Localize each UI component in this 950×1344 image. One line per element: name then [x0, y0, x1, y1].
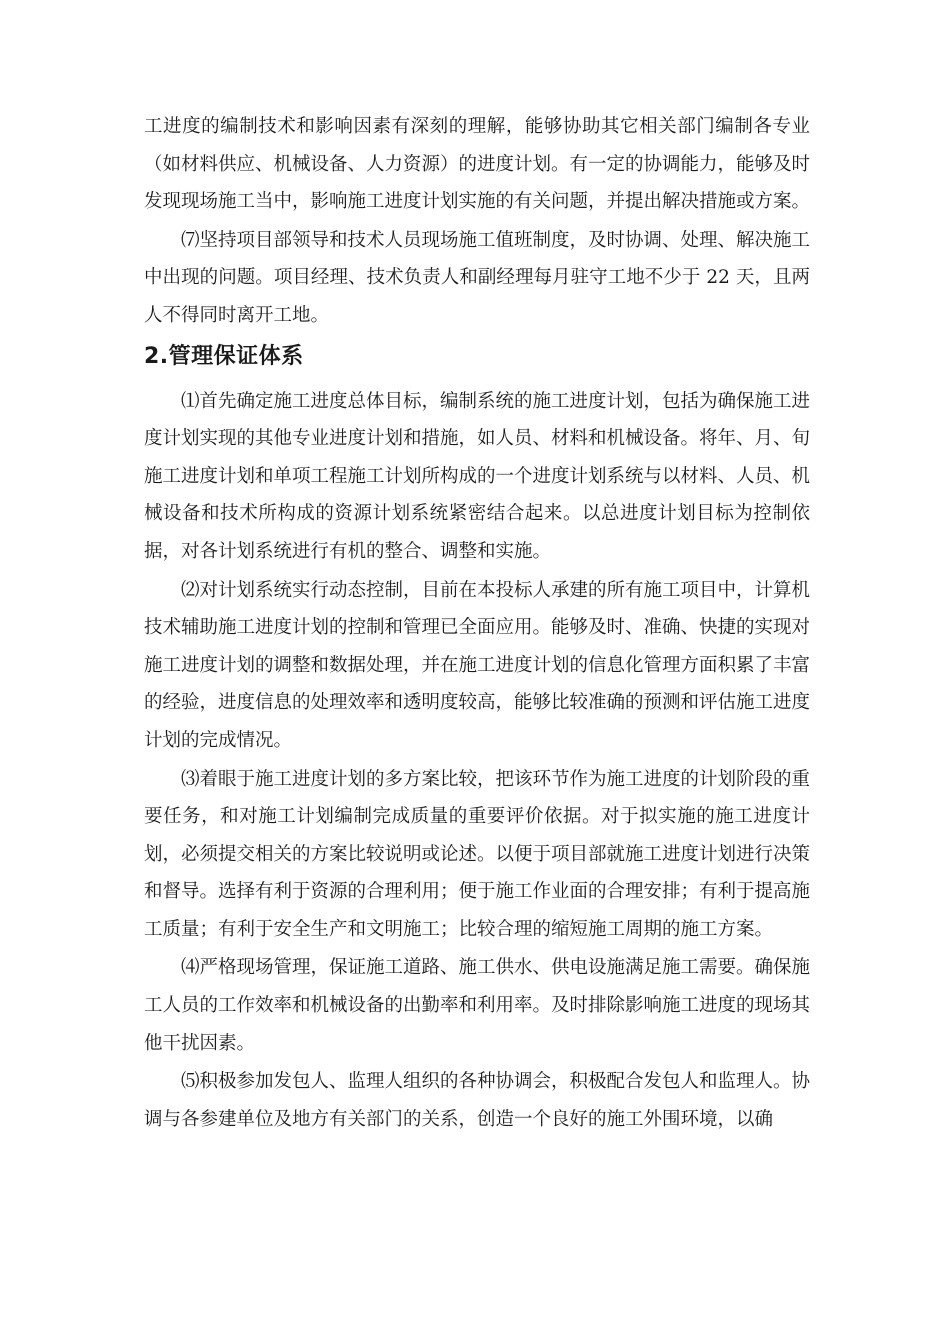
paragraph-item-2: ⑵对计划系统实行动态控制，目前在本投标人承建的所有施工项目中，计算机技术辅助施工进度计划的控制和管理已全面应用。能够及时、准确、快捷的实现对施工进度计划的调整和数据处理，并在施工进度计划的信息化管理方面积累了丰富的经验，进度信息的处理效率和透明度较高，能够比较准确的预测和评估施工进度计划的完成情况。 [144, 579, 811, 751]
paragraph-item-7: ⑺坚持项目部领导和技术人员现场施工值班制度，及时协调、处理、解决施工中出现的问题。项目经理、技术负责人和副经理每月驻守工地不少于 22 天，且两人不得同时离开工地。 [144, 229, 811, 326]
section-heading: 2.管理保证体系 [144, 343, 304, 369]
paragraph-item-5: ⑸积极参加发包人、监理人组织的各种协调会，积极配合发包人和监理人。协调与各参建单位及地方有关部门的关系，创造一个良好的施工外围环境，以确 [144, 1071, 811, 1130]
paragraph-item-3: ⑶着眼于施工进度计划的多方案比较，把该环节作为施工进度的计划阶段的重要任务，和对施工计划编制完成质量的重要评价依据。对于拟实施的施工进度计划，必须提交相关的方案比较说明或论述。以便于项目部就施工进度计划进行决策和督导。选择有利于资源的合理利用；便于施工作业面的合理安排；有利于提高施工质量；有利于安全生产和文明施工；比较合理的缩短施工周期的施工方案。 [144, 768, 811, 940]
paragraph-continuation: 工进度的编制技术和影响因素有深刻的理解，能够协助其它相关部门编制各专业（如材料供应、机械设备、人力资源）的进度计划。有一定的协调能力，能够及时发现现场施工当中，影响施工进度计划实施的有关问题，并提出解决措施或方案。 [144, 116, 811, 213]
paragraph-item-1: ⑴首先确定施工进度总体目标，编制系统的施工进度计划，包括为确保施工进度计划实现的其他专业进度计划和措施，如人员、材料和机械设备。将年、月、旬施工进度计划和单项工程施工计划所构成的一个进度计划系统与以材料、人员、机械设备和技术所构成的资源计划系统紧密结合起来。以总进度计划目标为控制依据，对各计划系统进行有机的整合、调整和实施。 [144, 390, 811, 562]
document-body [144, 108, 810, 1138]
paragraph-item-4: ⑷严格现场管理，保证施工道路、施工供水、供电设施满足施工需要。确保施工人员的工作效率和机械设备的出勤率和利用率。及时排除影响施工进度的现场其他干扰因素。 [144, 957, 811, 1054]
